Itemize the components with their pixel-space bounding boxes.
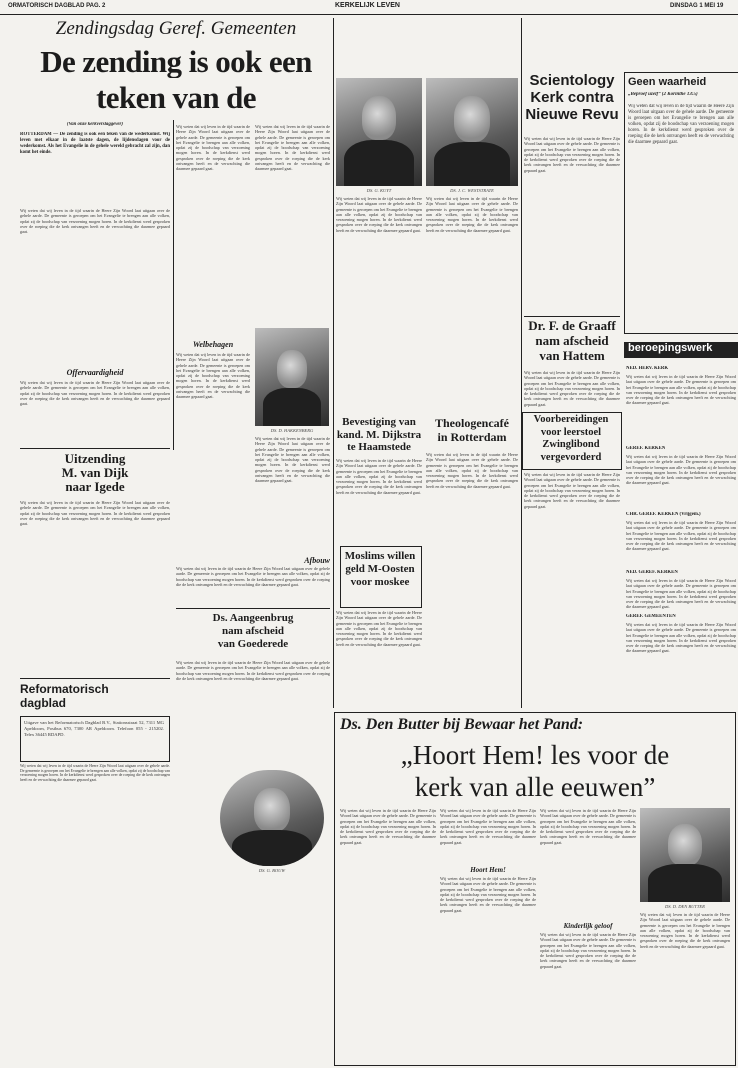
graaff-title-1: Dr. F. de Graaff bbox=[528, 318, 616, 333]
beroeping-text2: Wij weten dat wij leven in de tijd waarin de Heere Zijn Woord laat uitgaan over de gehele aarde. De gemeente is geroepen om het Evangelie te brengen aan alle volken, opdat zij de boodschap van verzoening mogen horen. In de kerkdienst werd gesproken over de roeping die de kerk ontvangen heeft en de verwachting die daarmee gepaard gaat. bbox=[626, 454, 736, 486]
beroeping-h2: GEREF. KERKEN bbox=[626, 446, 666, 451]
beroeping-h5: GEREF. GEMEENTEN bbox=[626, 614, 676, 619]
subhead-afbouw: Afbouw bbox=[304, 556, 330, 565]
dijkstra-title-3: te Haamstede bbox=[347, 441, 411, 453]
beroeping-text3: Wij weten dat wij leven in de tijd waarin de Heere Zijn Woord laat uitgaan over de gehele aarde. De gemeente is geroepen om het Evangelie te brengen aan alle volken, opdat zij de boodschap van verzoening mogen horen. In de kerkdienst werd gesproken over de roeping die de kerk ontvangen heeft en de verwachting die daarmee gepaard gaat. bbox=[626, 520, 736, 552]
beroeping-title: beroepingswerk bbox=[624, 342, 738, 358]
moslims-title bbox=[342, 550, 418, 604]
subhead-welbehagen: Welbehagen bbox=[192, 340, 234, 349]
dijkstra-title bbox=[336, 416, 422, 454]
scientology-title-1: Scientology bbox=[529, 72, 615, 89]
reformatorisch-box-text: Uitgave van het Reformatorisch Dagblad B.V., Stationsstraat 52, 7311 MG Apeldoorn, Postbus 670, 7300 AR Apeldoorn. Telefoon 055 - 215202. Telex 36445 RDAPD. bbox=[24, 720, 164, 737]
page-header bbox=[0, 0, 738, 15]
den-butter-subhead-2: Kinderlijk geloof bbox=[563, 922, 613, 930]
photo-weststrate bbox=[426, 78, 518, 186]
zwingli-title-1: Voorbereidingen bbox=[533, 414, 609, 425]
waarheid-quote: „Beproef uzelf” (2 Korinthe 13:5) bbox=[628, 92, 698, 97]
beroeping-text4: Wij weten dat wij leven in de tijd waarin de Heere Zijn Woord laat uitgaan over de gehele aarde. De gemeente is geroepen om het Evangelie te brengen aan alle volken, opdat zij de boodschap van verzoening mogen horen. In de kerkdienst werd gesproken over de roeping die de kerk ontvangen heeft en de verwachting die daarmee gepaard gaat. bbox=[626, 578, 736, 610]
graaff-text: Wij weten dat wij leven in de tijd waarin de Heere Zijn Woord laat uitgaan over de gehele aarde. De gemeente is geroepen om het Evangelie te brengen aan alle volken, opdat zij de boodschap van verzoening mogen horen. In de kerkdienst werd gesproken over de roeping die de kerk ontvangen heeft en de verwachting die daarmee gepaard gaat. bbox=[524, 370, 620, 407]
uitzending-title bbox=[20, 452, 170, 496]
middle-col1-text: Wij weten dat wij leven in de tijd waarin de Heere Zijn Woord laat uitgaan over de gehele aarde. De gemeente is geroepen om het Evangelie te brengen aan alle volken, opdat zij de boodschap van verzoening mogen horen. In de kerkdienst werd gesproken over de roeping die de kerk ontvangen heeft en de verwachting die daarmee gepaard gaat. bbox=[336, 196, 422, 233]
den-butter-col3a: Wij weten dat wij leven in de tijd waarin de Heere Zijn Woord laat uitgaan over de gehele aarde. De gemeente is geroepen om het Evangelie te brengen aan alle volken, opdat zij de boodschap van verzoening mogen horen. In de kerkdienst werd gesproken over de roeping die de kerk ontvangen heeft en de verwachting die daarmee gepaard gaat. bbox=[540, 808, 636, 845]
photo-den-butter bbox=[640, 808, 730, 902]
uitzending-title-2: M. van Dijk bbox=[61, 465, 129, 480]
den-butter-subhead-1: Hoort Hem! bbox=[470, 866, 506, 874]
moslims-title-3: voor moskee bbox=[350, 576, 410, 588]
reformatorisch-title bbox=[20, 682, 170, 714]
den-butter-col2b: Wij weten dat wij leven in de tijd waarin de Heere Zijn Woord laat uitgaan over de gehele aarde. De gemeente is geroepen om het Evangelie te brengen aan alle volken, opdat zij de boodschap van verzoening mogen horen. In de kerkdienst werd gesproken over de roeping die de kerk ontvangen heeft en de verwachting die daarmee gepaard gaat. bbox=[440, 876, 536, 913]
main-kicker: Zendingsdag Geref. Gemeenten bbox=[55, 18, 297, 39]
theolog-title bbox=[426, 416, 518, 448]
scientology-title-2: Kerk contra bbox=[530, 89, 614, 106]
main-title-2: teken van de bbox=[96, 80, 256, 115]
main-title-1: De zending is ook een bbox=[40, 44, 312, 78]
aangeenbrug-title bbox=[176, 612, 330, 656]
header-right: DINSDAG 1 MEI 19 bbox=[670, 3, 724, 9]
uitzending-text: Wij weten dat wij leven in de tijd waarin de Heere Zijn Woord laat uitgaan over de gehele aarde. De gemeente is geroepen om het Evangelie te brengen aan alle volken, opdat zij de boodschap van verzoening mogen horen. In de kerkdienst werd gesproken over de roeping die de kerk ontvangen heeft en de verwachting die daarmee gepaard gaat. bbox=[20, 500, 170, 527]
graaff-title-3: van Hattem bbox=[539, 348, 605, 363]
zwingli-title bbox=[524, 414, 618, 466]
main-col2-text3: Wij weten dat wij leven in de tijd waarin de Heere Zijn Woord laat uitgaan over de gehele aarde. De gemeente is geroepen om het Evangelie te brengen aan alle volken, opdat zij de boodschap van verzoening mogen horen. In de kerkdienst werd gesproken over de roeping die de kerk ontvangen heeft en de verwachting die daarmee gepaard gaat. bbox=[176, 566, 330, 587]
photo-kuyt bbox=[336, 78, 422, 186]
caption-den-butter: DS. D. DEN BUTTER bbox=[665, 904, 705, 909]
zwingli-title-2: voor leerstoel bbox=[540, 426, 602, 438]
main-col3-text2: Wij weten dat wij leven in de tijd waarin de Heere Zijn Woord laat uitgaan over de gehele aarde. De gemeente is geroepen om het Evangelie te brengen aan alle volken, opdat zij de boodschap van verzoening mogen horen. In de kerkdienst werd gesproken over de roeping die de kerk ontvangen heeft en de verwachting die daarmee gepaard gaat. bbox=[255, 436, 330, 484]
theolog-text: Wij weten dat wij leven in de tijd waarin de Heere Zijn Woord laat uitgaan over de gehele aarde. De gemeente is geroepen om het Evangelie te brengen aan alle volken, opdat zij de boodschap van verzoening mogen horen. In de kerkdienst werd gesproken over de roeping die de kerk ontvangen heeft en de verwachting die daarmee gepaard gaat. bbox=[426, 452, 518, 489]
main-col2-text2: Wij weten dat wij leven in de tijd waarin de Heere Zijn Woord laat uitgaan over de gehele aarde. De gemeente is geroepen om het Evangelie te brengen aan alle volken, opdat zij de boodschap van verzoening mogen horen. In de kerkdienst werd gesproken over de roeping die de kerk ontvangen heeft en de verwachting die daarmee gepaard gaat. bbox=[176, 352, 250, 400]
main-col1-text2: Wij weten dat wij leven in de tijd waarin de Heere Zijn Woord laat uitgaan over de gehele aarde. De gemeente is geroepen om het Evangelie te brengen aan alle volken, opdat zij de boodschap van verzoening mogen horen. In de kerkdienst werd gesproken over de roeping die de kerk ontvangen heeft en de verwachting die daarmee gepaard gaat. bbox=[20, 380, 170, 407]
dijkstra-text: Wij weten dat wij leven in de tijd waarin de Heere Zijn Woord laat uitgaan over de gehele aarde. De gemeente is geroepen om het Evangelie te brengen aan alle volken, opdat zij de boodschap van verzoening mogen horen. In de kerkdienst werd gesproken over de roeping die de kerk ontvangen heeft en de verwachting die daarmee gepaard gaat. bbox=[336, 458, 422, 495]
waarheid-title: Geen waarheid bbox=[628, 76, 707, 88]
den-butter-title-1: „Hoort Hem! les voor de bbox=[400, 740, 670, 770]
header-center: KERKELIJK LEVEN bbox=[335, 2, 400, 9]
zwingli-title-3: Zwinglibond bbox=[542, 439, 600, 450]
caption-kuyt: DS. G. KUYT bbox=[366, 188, 392, 193]
aangeenbrug-title-1: Ds. Aangeenbrug bbox=[212, 612, 294, 624]
caption-hakkenberg: DS. D. HAKKENBERG bbox=[270, 428, 314, 433]
scientology-title-3: Nieuwe Revu bbox=[525, 106, 619, 123]
den-butter-kicker: Ds. Den Butter bij Bewaar het Pand: bbox=[340, 716, 584, 733]
header-left: ORMATORISCH DAGBLAD PAG. 2 bbox=[8, 3, 106, 9]
reformatorisch-title-1: Reformatorisch bbox=[20, 682, 109, 696]
zwingli-text: Wij weten dat wij leven in de tijd waarin de Heere Zijn Woord laat uitgaan over de gehele aarde. De gemeente is geroepen om het Evangelie te brengen aan alle volken, opdat zij de boodschap van verzoening mogen horen. In de kerkdienst werd gesproken over de roeping die de kerk ontvangen heeft en de verwachting die daarmee gepaard gaat. bbox=[524, 472, 620, 509]
scientology-text: Wij weten dat wij leven in de tijd waarin de Heere Zijn Woord laat uitgaan over de gehele aarde. De gemeente is geroepen om het Evangelie te brengen aan alle volken, opdat zij de boodschap van verzoening mogen horen. In de kerkdienst werd gesproken over de roeping die de kerk ontvangen heeft en de verwachting die daarmee gepaard gaat. bbox=[524, 136, 620, 173]
moslims-text: Wij weten dat wij leven in de tijd waarin de Heere Zijn Woord laat uitgaan over de gehele aarde. De gemeente is geroepen om het Evangelie te brengen aan alle volken, opdat zij de boodschap van verzoening mogen horen. In de kerkdienst werd gesproken over de roeping die de kerk ontvangen heeft en de verwachting die daarmee gepaard gaat. bbox=[336, 610, 422, 647]
scientology-title bbox=[524, 72, 620, 132]
den-butter-col3b: Wij weten dat wij leven in de tijd waarin de Heere Zijn Woord laat uitgaan over de gehele aarde. De gemeente is geroepen om het Evangelie te brengen aan alle volken, opdat zij de boodschap van verzoening mogen horen. In de kerkdienst werd gesproken over de roeping die de kerk ontvangen heeft en de verwachting die daarmee gepaard gaat. bbox=[540, 932, 636, 969]
moslims-title-1: Moslims willen bbox=[344, 550, 416, 562]
main-col2-text: Wij weten dat wij leven in de tijd waarin de Heere Zijn Woord laat uitgaan over de gehele aarde. De gemeente is geroepen om het Evangelie te brengen aan alle volken, opdat zij de boodschap van verzoening mogen horen. In de kerkdienst werd gesproken over de roeping die de kerk ontvangen heeft en de verwachting die daarmee gepaard gaat. bbox=[176, 124, 250, 172]
aangeenbrug-title-2: nam afscheid bbox=[221, 625, 285, 637]
subhead-offervaardigheid: Offervaardigheid bbox=[66, 368, 124, 377]
reformatorisch-title-2: dagblad bbox=[20, 696, 67, 710]
den-butter-col4: Wij weten dat wij leven in de tijd waarin de Heere Zijn Woord laat uitgaan over de gehele aarde. De gemeente is geroepen om het Evangelie te brengen aan alle volken, opdat zij de boodschap van verzoening mogen horen. In de kerkdienst werd gesproken over de roeping die de kerk ontvangen heeft en de verwachting die daarmee gepaard gaat. bbox=[640, 912, 730, 949]
main-byline: (Van onze kerkverslaggever) bbox=[67, 122, 123, 127]
beroeping-h4: NED. GEREF. KERKEN bbox=[626, 570, 678, 575]
dijkstra-title-2: kand. M. Dijkstra bbox=[336, 428, 422, 441]
graaff-title-2: nam afscheid bbox=[535, 333, 609, 348]
uitzending-title-3: naar Igede bbox=[65, 479, 125, 494]
den-butter-col1: Wij weten dat wij leven in de tijd waarin de Heere Zijn Woord laat uitgaan over de gehele aarde. De gemeente is geroepen om het Evangelie te brengen aan alle volken, opdat zij de boodschap van verzoening mogen horen. In de kerkdienst werd gesproken over de roeping die de kerk ontvangen heeft en de verwachting die daarmee gepaard gaat. bbox=[340, 808, 436, 845]
beroeping-text5: Wij weten dat wij leven in de tijd waarin de Heere Zijn Woord laat uitgaan over de gehele aarde. De gemeente is geroepen om het Evangelie te brengen aan alle volken, opdat zij de boodschap van verzoening mogen horen. In de kerkdienst werd gesproken over de roeping die de kerk ontvangen heeft en de verwachting die daarmee gepaard gaat. bbox=[626, 622, 736, 654]
theolog-title-2: in Rotterdam bbox=[437, 430, 507, 444]
waarheid-text: Wij weten dat wij leven in de tijd waarin de Heere Zijn Woord laat uitgaan over de gehele aarde. De gemeente is geroepen om het Evangelie te brengen aan alle volken, opdat zij de boodschap van verzoening mogen horen. In de kerkdienst werd gesproken over de roeping die de kerk ontvangen heeft en de verwachting die daarmee gepaard gaat. bbox=[628, 104, 734, 145]
middle-col2-text: Wij weten dat wij leven in de tijd waarin de Heere Zijn Woord laat uitgaan over de gehele aarde. De gemeente is geroepen om het Evangelie te brengen aan alle volken, opdat zij de boodschap van verzoening mogen horen. In de kerkdienst werd gesproken over de roeping die de kerk ontvangen heeft en de verwachting die daarmee gepaard gaat. bbox=[426, 196, 518, 233]
main-col1-text: Wij weten dat wij leven in de tijd waarin de Heere Zijn Woord laat uitgaan over de gehele aarde. De gemeente is geroepen om het Evangelie te brengen aan alle volken, opdat zij de boodschap van verzoening mogen horen. In de kerkdienst werd gesproken over de roeping die de kerk ontvangen heeft en de verwachting die daarmee gepaard gaat. bbox=[20, 208, 170, 235]
caption-weststrate: DS. J. C. WESTSTRATE bbox=[450, 188, 494, 193]
main-lead: ROTTERDAM — De zending is ook een teken van de wederkomst. Wij leven met elkaar in de laatste dagen, de lijdensdagen voor de wederkomst. Als het Evangelie in de gehele wereld gebracht zal zijn, dan komt het einde. bbox=[20, 132, 170, 155]
moslims-title-2: geld M-Oosten bbox=[345, 563, 415, 575]
photo-hakkenberg bbox=[255, 328, 329, 426]
reformatorisch-colofon: Wij weten dat wij leven in de tijd waarin de Heere Zijn Woord laat uitgaan over de gehele aarde. De gemeente is geroepen om het Evangelie te brengen aan alle volken, opdat zij de boodschap van verzoening mogen horen. In de kerkdienst werd gesproken over de roeping die de kerk ontvangen heeft en de verwachting die daarmee gepaard gaat. bbox=[20, 764, 170, 782]
graaff-title bbox=[524, 318, 620, 366]
den-butter-col2a: Wij weten dat wij leven in de tijd waarin de Heere Zijn Woord laat uitgaan over de gehele aarde. De gemeente is geroepen om het Evangelie te brengen aan alle volken, opdat zij de boodschap van verzoening mogen horen. In de kerkdienst werd gesproken over de roeping die de kerk ontvangen heeft en de verwachting die daarmee gepaard gaat. bbox=[440, 808, 536, 845]
aangeenbrug-text: Wij weten dat wij leven in de tijd waarin de Heere Zijn Woord laat uitgaan over de gehele aarde. De gemeente is geroepen om het Evangelie te brengen aan alle volken, opdat zij de boodschap van verzoening mogen horen. In de kerkdienst werd gesproken over de roeping die de kerk ontvangen heeft en de verwachting die daarmee gepaard gaat. bbox=[176, 660, 330, 681]
uitzending-title-1: Uitzending bbox=[64, 452, 126, 466]
aangeenbrug-title-3: van Goederede bbox=[217, 638, 289, 650]
beroeping-h1: NED. HERV. KERK bbox=[626, 366, 669, 371]
beroeping-h3: CHR. GEREF. KERKEN (Vrijgem.) bbox=[626, 512, 701, 517]
dijkstra-title-1: Bevestiging van bbox=[342, 416, 416, 428]
main-col3-text: Wij weten dat wij leven in de tijd waarin de Heere Zijn Woord laat uitgaan over de gehele aarde. De gemeente is geroepen om het Evangelie te brengen aan alle volken, opdat zij de boodschap van verzoening mogen horen. In de kerkdienst werd gesproken over de roeping die de kerk ontvangen heeft en de verwachting die daarmee gepaard gaat. bbox=[255, 124, 330, 172]
den-butter-title-2: kerk van alle eeuwen” bbox=[414, 772, 656, 802]
theolog-title-1: Theologencafé bbox=[435, 416, 509, 430]
zwingli-title-4: vergevorderd bbox=[540, 451, 602, 463]
caption-bouw: DS. G. BOUW bbox=[258, 868, 286, 873]
photo-bouw bbox=[220, 770, 324, 866]
beroeping-text1: Wij weten dat wij leven in de tijd waarin de Heere Zijn Woord laat uitgaan over de gehele aarde. De gemeente is geroepen om het Evangelie te brengen aan alle volken, opdat zij de boodschap van verzoening mogen horen. In de kerkdienst werd gesproken over de roeping die de kerk ontvangen heeft en de verwachting die daarmee gepaard gaat. bbox=[626, 374, 736, 406]
